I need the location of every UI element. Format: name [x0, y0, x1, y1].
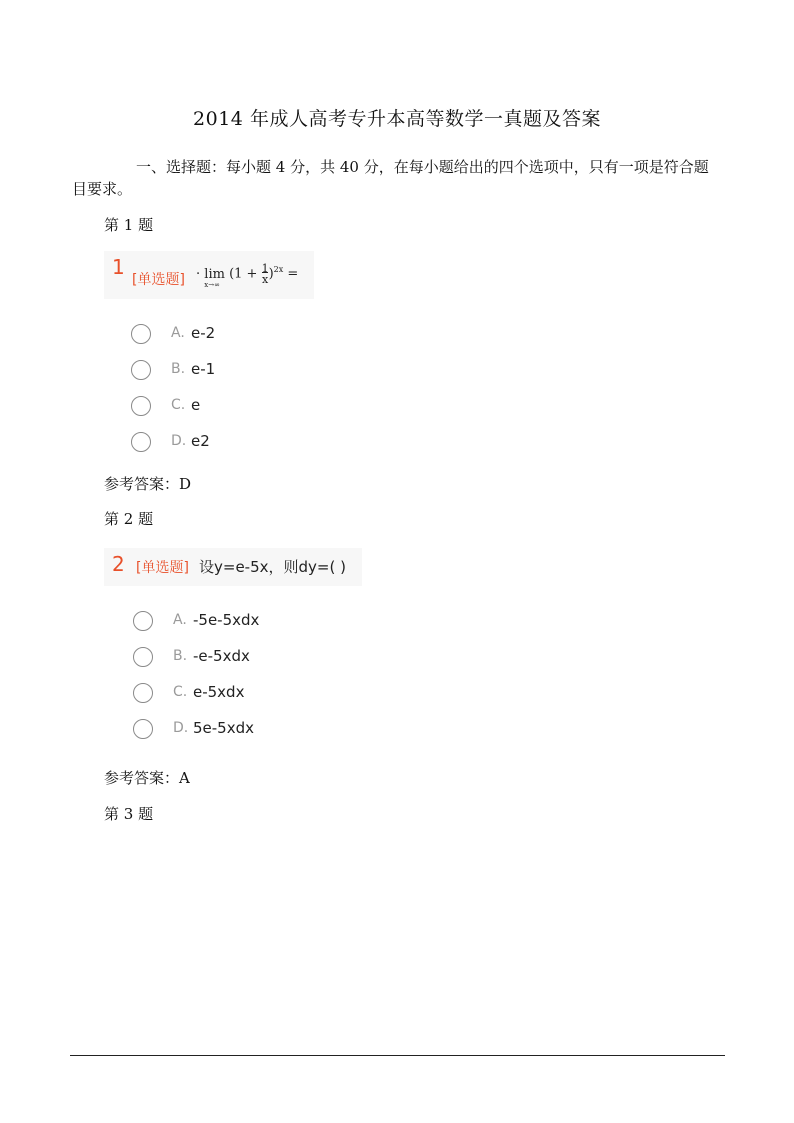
- option-text: -5e-5xdx: [193, 611, 260, 629]
- footer-divider: [70, 1055, 725, 1056]
- formula-denominator: x: [261, 273, 269, 286]
- option-letter: B.: [171, 361, 186, 377]
- radio-circle-icon[interactable]: [131, 396, 151, 416]
- formula-numerator: 1: [261, 262, 269, 275]
- option-letter: B.: [173, 648, 188, 664]
- radio-circle-icon[interactable]: [131, 324, 151, 344]
- question-1-answer: 参考答案：D: [104, 475, 192, 493]
- radio-circle-icon[interactable]: [133, 719, 153, 739]
- formula-close: ): [268, 266, 274, 282]
- formula-open: (1 +: [229, 266, 258, 282]
- formula-lead: ·: [196, 266, 201, 282]
- option-text: e: [191, 396, 201, 414]
- formula-lim: [204, 266, 225, 289]
- formula-lim-sub: x→∞: [204, 280, 220, 289]
- option-letter: A.: [171, 325, 185, 341]
- question-2-answer: 参考答案：A: [104, 769, 190, 787]
- question-text: 设y=e-5x，则dy=( ): [199, 558, 346, 576]
- section-intro-text: 一、选择题：每小题 4 分，共 40 分，在每小题给出的四个选项中，只有一项是符合题目要求。: [72, 158, 709, 198]
- option-text: e-1: [191, 360, 216, 378]
- radio-circle-icon[interactable]: [133, 647, 153, 667]
- option-letter: C.: [171, 397, 186, 413]
- radio-circle-icon[interactable]: [133, 683, 153, 703]
- question-2-header: [104, 548, 362, 586]
- question-2-label: 第 2 题: [104, 510, 154, 528]
- limit-formula: [196, 262, 299, 289]
- question-type-tag: [单选题]: [132, 272, 185, 288]
- option-text: e-5xdx: [193, 683, 245, 701]
- radio-circle-icon[interactable]: [131, 432, 151, 452]
- formula-exponent: 2x: [273, 265, 284, 275]
- question-1-header: [104, 251, 314, 299]
- question-number: 2: [112, 552, 125, 576]
- document-title: 2014 年成人高考专升本高等数学一真题及答案: [193, 108, 601, 130]
- option-text: e-2: [191, 324, 216, 342]
- formula-equals: =: [287, 266, 299, 282]
- option-letter: C.: [173, 684, 188, 700]
- option-text: e2: [191, 432, 210, 450]
- radio-circle-icon[interactable]: [133, 611, 153, 631]
- question-number: 1: [112, 255, 125, 279]
- question-3-label: 第 3 题: [104, 805, 154, 823]
- option-letter: D.: [173, 720, 189, 736]
- question-type-tag: [单选题]: [136, 560, 189, 576]
- question-1-label: 第 1 题: [104, 216, 154, 234]
- formula-fraction: [262, 263, 269, 285]
- option-text: 5e-5xdx: [193, 719, 255, 737]
- option-letter: A.: [173, 612, 187, 628]
- formula-lim-word: lim: [204, 266, 225, 282]
- radio-circle-icon[interactable]: [131, 360, 151, 380]
- option-letter: D.: [171, 433, 187, 449]
- option-text: -e-5xdx: [193, 647, 250, 665]
- section-intro: [72, 156, 722, 200]
